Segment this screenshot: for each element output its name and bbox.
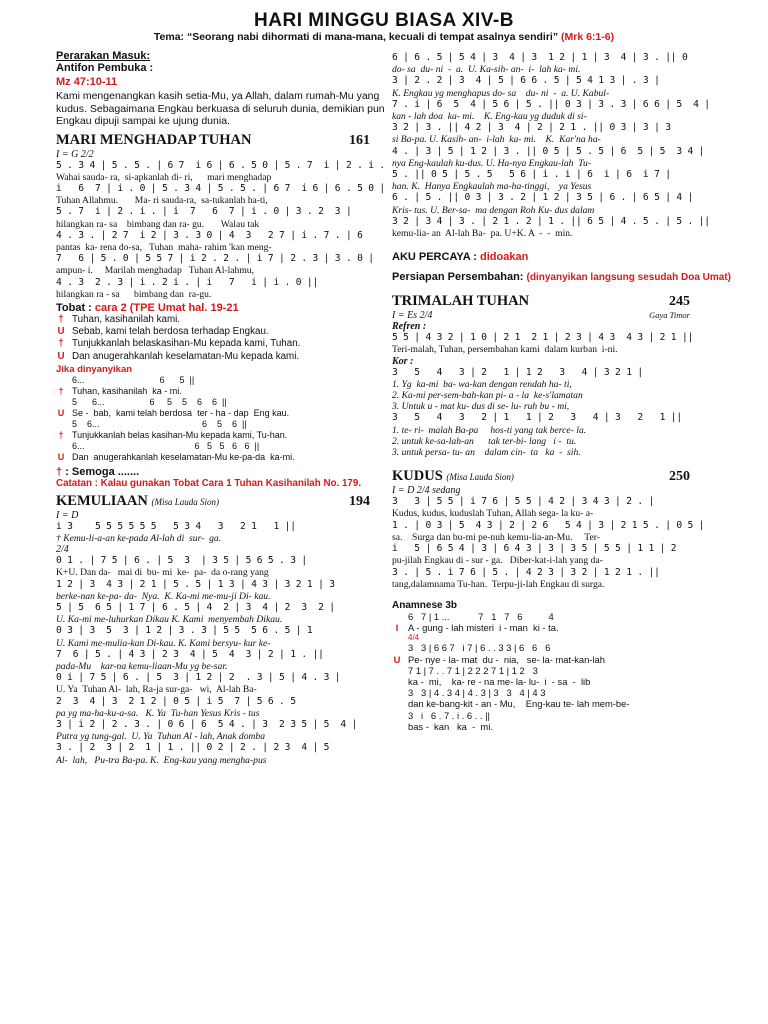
notation-line: 6 . | 5 . || 0 3 | 3 . 2 | 1 2 | 3 5 | 6 . | 6 5 | 4 | bbox=[392, 192, 694, 204]
lyric-line: do- sa du- ni - a. U. Ka-sih- an- i- lah ka- mi. bbox=[392, 64, 581, 76]
notation-line: 4 . 3 2 . 3 | i . 2 i . | i 7 i | i . 0 || bbox=[56, 276, 319, 288]
song-key: I = G 2/2 bbox=[56, 148, 94, 160]
lyric-line: Kris- tus. U. Ber-sa- ma dengan Roh Ku- dus dalam bbox=[392, 204, 595, 216]
tobat-item: † Tuhan, kasihanilah kami. bbox=[58, 313, 181, 325]
lyric-line: kemu-lia- an Al-lah Ba- pa. U+K. A - - min. bbox=[392, 228, 573, 240]
right-column bbox=[392, 52, 732, 732]
notation-line: 7 6 | 5 . 0 | 5 5 7 | i 2 . 2 . | i 7 | 2 . 3 | 3 . 0 | bbox=[56, 253, 374, 265]
notation-line: i 6 7 | i . 0 | 5 . 3 4 | 5 . 5 . | 6 7 i 6 | 6 . 5 0 | bbox=[56, 182, 385, 194]
semoga-line: † : Semoga ....... bbox=[56, 465, 140, 478]
song-subtitle: (Misa Lauda Sion) bbox=[446, 472, 514, 483]
offering-label: Persiapan Persembahan: bbox=[392, 271, 527, 284]
notation-line: 4 . 3 . | 2 7 i 2 | 3 . 3 0 | 4 3 2 7 | i . 7 . | 6 bbox=[56, 229, 363, 241]
lyric-line: han. K. Hanya Engkaulah ma-ha-tinggi, ya Yesus bbox=[392, 181, 592, 193]
song-number: 194 bbox=[349, 493, 370, 509]
song-title: KEMULIAAN bbox=[56, 492, 148, 509]
creed-line bbox=[392, 251, 732, 263]
tobat-item: U Sebab, kami telah berdosa terhadap Engkau. bbox=[57, 326, 269, 338]
song-number: 161 bbox=[349, 132, 370, 148]
song-source: Gaya Timor bbox=[649, 310, 690, 321]
left-column bbox=[56, 50, 386, 766]
song-title: KUDUS bbox=[392, 468, 443, 485]
lyric-line: pu-jilah Engkau di - sur - ga. Diber-kat-i-lah yang da- bbox=[392, 555, 603, 567]
sung-label: Jika dinyanyikan bbox=[56, 363, 133, 375]
creed-label: AKU PERCAYA : bbox=[392, 251, 481, 264]
notation-line: 3 2 | 3 . || 4 2 | 3 4 | 2 | 2 1 . || 0 3 | 3 | 3 bbox=[392, 122, 671, 134]
notation-line: 5 . 7 i | 2 . i . | i 7 6 7 | i . 0 | 3 . 2 3 | bbox=[56, 206, 352, 218]
notation-line: 5 5 | 4 3 2 | 1 0 | 2 1 2 1 | 2 3 | 4 3 4 3 | 2 1 || bbox=[392, 332, 694, 344]
song-meta bbox=[392, 310, 732, 321]
theme-reference: (Mrk 6:1-6) bbox=[561, 31, 615, 43]
tobat-option: cara 2 (TPE Umat hal. 19-21 bbox=[94, 301, 239, 314]
notation-line: i 3 5 5 5 5 5 5 5 3 4 3 2 1 1 || bbox=[56, 520, 296, 532]
tobat-label: Tobat : bbox=[56, 301, 95, 314]
notation-line: 0 i | 7 5 | 6 . | 5 3 | 1 2 | 2 . 3 | 5 | 4 . 3 | bbox=[56, 672, 341, 684]
theme-label: Tema: bbox=[153, 31, 185, 43]
refrain-label: Refren : bbox=[392, 321, 427, 333]
lyric-line: 2. untuk ke-sa-lah-an tak ter-bi- lang i - tu. bbox=[392, 435, 577, 447]
entrance-heading: Perarakan Masuk: bbox=[56, 50, 151, 62]
page-theme bbox=[0, 31, 768, 43]
lyric-line: Putra yg tung-gal. U. Ya Tuhan Al - lah, Anak domba bbox=[56, 731, 266, 743]
song-title: TRIMALAH TUHAN bbox=[392, 293, 530, 310]
antiphon-label: Antifon Pembuka : bbox=[56, 62, 154, 74]
lyric-line: hilangkan ra- sa bimbang dan ra- gu. Walau tak bbox=[56, 218, 260, 230]
lyric-line: sa. Surga dan bu-mi pe-nuh kemu-lia-an-Mu. Ter- bbox=[392, 531, 600, 543]
tobat-note: Catatan : Kalau gunakan Tobat Cara 1 Tuhan Kasihanilah No. 179. bbox=[56, 477, 362, 489]
lyric-line: 1. Yg ka-mi ba- wa-kan dengan rendah ha- ti, bbox=[392, 378, 572, 390]
song-key: I = Es 2/4 bbox=[392, 310, 433, 322]
notation-line: 1 2 | 3 4 3 | 2 1 | 5 . 5 | 1 3 | 4 3 | 3 2 1 | 3 bbox=[56, 578, 335, 590]
theme-text: “Seorang nabi dihormati di mana-mana, kecuali di tempat asalnya sendiri” bbox=[184, 31, 561, 43]
lyric-line: K+U. Dan da- mai di bu- mi ke- pa- da o-rang yang bbox=[56, 567, 269, 579]
creed-note: didoakan bbox=[480, 251, 529, 264]
lyric-line: pantas ka- rena do-sa, Tuhan maha- rahim 'kan meng- bbox=[56, 241, 272, 253]
lyric-line: Kudus, kudus, kuduslah Tuhan, Allah sega- la ku- a- bbox=[392, 508, 594, 520]
page-title: HARI MINGGU BIASA XIV-B bbox=[254, 10, 514, 31]
song-number: 250 bbox=[669, 469, 690, 485]
lyric-line: Al- lah, Pu-tra Ba-pa. K. Eng-kau yang mengha-pus bbox=[56, 754, 267, 766]
song-title: MARI MENGHADAP TUHAN bbox=[56, 131, 252, 148]
notation-line: 3 | 2 . 2 | 3 4 | 5 | 6 6 . 5 | 5 4 1 3 | . 3 | bbox=[392, 75, 660, 87]
notation-line: 1 . | 0 3 | 5 4 3 | 2 | 2 6 5 4 | 3 | 2 1 5 . | 0 5 | bbox=[392, 519, 705, 531]
lyric-line: pa yg ma-ha-ku-a-sa. K. Ya Tu-han Yesus Kris - tus bbox=[56, 707, 260, 719]
tobat-heading bbox=[56, 302, 386, 314]
lyric-line: U. Kami me-mulia-kan Di-kau. K. Kami bersyu- kur ke- bbox=[56, 637, 271, 649]
notation-line: 7 . i | 6 5 4 | 5 6 | 5 . || 0 3 | 3 . 3 | 6 6 | 5 4 | bbox=[392, 98, 710, 110]
lyric-line: Teri-malah, Tuhan, persembahan kami dalam kurban i-ni. bbox=[392, 344, 618, 356]
song-notation bbox=[392, 496, 732, 590]
anamnesis-title: Anamnese 3b bbox=[392, 599, 458, 611]
lyric-line: U. Ka-mi me-luhurkan Dikau K. Kami menyembah Dikau. bbox=[56, 614, 283, 626]
lyric-line: hilangkan ra - sa bimbang dan ra-gu. bbox=[56, 288, 212, 300]
notation-line: 7 6 | 5 . | 4 3 | 2 3 4 | 5 4 3 | 2 | 1 . || bbox=[56, 648, 324, 660]
lyric-line: Wahai sauda- ra, si-apkanlah di- ri, mari menghadap bbox=[56, 171, 272, 183]
notation-line: 6 | 6 . 5 | 5 4 | 3 4 | 3 1 2 | 1 | 3 4 | 3 . || 0 bbox=[392, 52, 688, 63]
notation-line: 3 5 4 3 | 2 1 | 1 2 3 4 | 3 2 1 | bbox=[392, 366, 643, 378]
anamnesis-notation: 6 7 | 1 ... 7 1 7 6 4 I A - gung - lah misteri i - man ki - ta. 4/4 3 3 | 6 6 7 i 7 | 6 . . 3 3 | 6 6 6 U Pe- nye - la- mat du - nia, se- la- mat-kan-lah 7 1 | 7 . . 7 1 | 2 2 2 7 1 | 1 2 3 ka - mi, ka- re - na me- la- lu- i - sa - lib 3 3 | 4 . 3 4 | 4 . 3 | 3 3 4 | 4 3 dan ke-bang-kit - an - Mu, Eng-kau te- lah mem-be- 3 i 6 . 7 . i . 6 . . || bas - kan ka - mi. bbox=[393, 610, 630, 732]
tobat-list bbox=[56, 314, 386, 363]
song-header bbox=[392, 293, 732, 310]
lyric-line: K. Engkau yg menghapus do- sa du- ni - a. U. Kabul- bbox=[392, 87, 610, 99]
song-subtitle: (Misa Lauda Sion) bbox=[151, 496, 219, 507]
offering-note: (dinyanyikan langsung sesudah Doa Umat) bbox=[526, 272, 731, 284]
song-number: 245 bbox=[669, 294, 690, 310]
song-key: I = D 2/4 sedang bbox=[392, 485, 461, 497]
notation-line: 5 . 3 4 | 5 . 5 . | 6 7 i 6 | 6 . 5 0 | 5 . 7 i | 2 . i . bbox=[56, 159, 385, 171]
lyric-line: U. Ya Tuhan Al- lah, Ra-ja sur-ga- wi, Al-lah Ba- bbox=[56, 684, 257, 696]
notation-line: 0 3 | 3 5 3 | 1 2 | 3 . 3 | 5 5 5 6 . 5 | 1 bbox=[56, 625, 313, 637]
notation-line: 3 5 4 3 2 | 1 1 | 2 3 4 | 3 2 1 || bbox=[392, 412, 682, 424]
lyric-line: nya Eng-kaulah ku-dus. U. Ha-nya Engkau-lah Tu- bbox=[392, 157, 592, 169]
notation-line: 3 . | 5 . i 7 6 | 5 . | 4 2 3 | 3 2 | 1 2 1 . || bbox=[392, 566, 660, 578]
lyric-line: † Kemu-li-a-an ke-pada Al-lah di sur- ga. bbox=[56, 532, 222, 544]
time-signature: 2/4 bbox=[56, 544, 69, 556]
lyric-line: 3. Untuk u - mat ku- dus di se- lu- ruh bu - mi, bbox=[392, 401, 570, 413]
antiphon-text: Kami mengenangkan kasih setia-Mu, ya Allah, dalam rumah-Mu yang kudus. Sebagaimana Engkau berkuasa di seluruh dunia, demikian pun Engkau dipuji sampai ke ujung dunia. bbox=[56, 90, 385, 127]
song-notation bbox=[56, 555, 386, 766]
lyric-line: ampun- i. Marilah menghadap Tuhan Al-lahmu, bbox=[56, 265, 254, 277]
lyric-line: 2. Ka-mi per-sem-bah-kan pi- a - la ke-s'lamatan bbox=[392, 390, 583, 402]
song-header bbox=[392, 468, 732, 485]
sung-kyrie: 6... 6 5 || † Tuhan, kasihanilah ka - mi. 5 6... 6 5 5 6 6 || U Se - bab, kami telah berdosa ter - ha - dap Eng kau. 5 6... 6 5 6 || † Tunjukkanlah belas kasihan-Mu kepada kami, Tu-han. 6... 6 5 5 6 6 || U Dan anugerahkanlah keselamatan-Mu ke-pa-da ka-mi. bbox=[57, 374, 295, 462]
notation-line: 5 | 5 6 5 | 1 7 | 6 . 5 | 4 2 | 3 4 | 2 3 2 | bbox=[56, 601, 335, 613]
notation-line: 3 . | 2 3 | 2 1 | 1 . || 0 2 | 2 . | 2 3 4 | 5 bbox=[56, 742, 330, 754]
notation-line: 0 1 . | 7 5 | 6 . | 5 3 | 3 5 | 5 6 5 . 3 | bbox=[56, 555, 307, 567]
notation-line: 2 3 4 | 3 2 1 2 | 0 5 | i 5 7 | 5 6 . 5 bbox=[56, 695, 296, 707]
antiphon-reference: Mz 47:10-11 bbox=[56, 76, 118, 88]
tobat-item: U Dan anugerahkanlah keselamatan-Mu kepada kami. bbox=[57, 350, 300, 362]
lyric-line: tang,dalamnama Tu-han. Terpu-ji-lah Engkau di surga. bbox=[392, 578, 605, 590]
gloria-continuation bbox=[392, 52, 732, 239]
notation-line: 3 | i 2 | 2 . 3 . | 0 6 | 6 5 4 . | 3 2 3 5 | 5 4 | bbox=[56, 719, 358, 730]
song-header bbox=[56, 493, 386, 510]
verse-label: Kor : bbox=[392, 355, 414, 367]
lyric-line: pada-Mu kar-na kemu-liaan-Mu yg be-sar. bbox=[56, 660, 228, 672]
tobat-item: † Tunjukkanlah belaskasihan-Mu kepada kami, Tuhan. bbox=[58, 338, 301, 350]
notation-line: i 5 | 6 5 4 | 3 | 6 4 3 | 3 | 3 5 | 5 5 | 1 1 | 2 bbox=[392, 543, 677, 555]
song-notation bbox=[56, 160, 386, 300]
lyric-line: kan - lah doa ka- mi. K. Eng-kau yg duduk di si- bbox=[392, 111, 587, 123]
notation-line: 5 . || 0 5 | 5 . 5 5 6 | i . i | 6 i | 6 i 7 | bbox=[392, 169, 671, 181]
notation-line: 4 . | 3 | 5 | 1 2 | 3 . || 0 5 | 5 . 5 | 6 5 | 5 3 4 | bbox=[392, 145, 705, 157]
notation-line: 3 2 | 3 4 | 3 . | 2 1 . 2 | 1 . || 6 5 | 4 . 5 . | 5 . || bbox=[392, 215, 710, 227]
lyric-line: 1. te- ri- malah Ba-pa hos-ti yang tak berce- la. bbox=[392, 424, 587, 436]
song-key: I = D bbox=[56, 509, 79, 521]
lyric-line: si Ba-pa. U. Kasih- an- i-lah ka- mi. K. Kar'na ha- bbox=[392, 134, 601, 146]
notation-line: 3 3 | 5 5 | i 7 6 | 5 5 | 4 2 | 3 4 3 | 2 . | bbox=[392, 496, 655, 508]
lyric-line: 3. untuk persa- tu- an dalam cin- ta ka - sih. bbox=[392, 447, 581, 459]
lyric-line: berke-nan ke-pa- da- Nya. K. Ka-mi me-mu-ji Di- kau. bbox=[56, 590, 271, 602]
song-header bbox=[56, 132, 386, 149]
offering-line bbox=[392, 271, 732, 283]
lyric-line: Tuhan Allahmu. Ma- ri sauda-ra, sa-tukanlah ha-ti, bbox=[56, 195, 268, 207]
